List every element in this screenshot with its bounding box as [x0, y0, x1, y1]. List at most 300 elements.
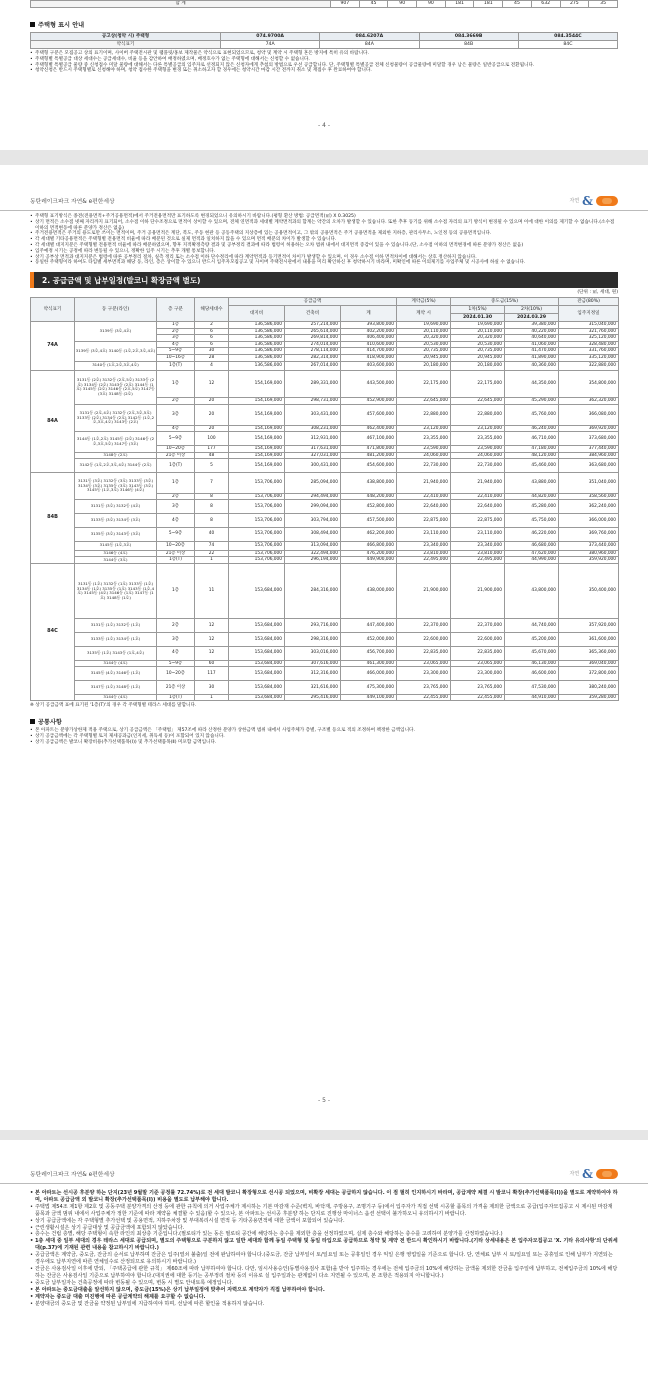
mid2-cell: 48,120,000	[505, 452, 559, 459]
households-cell: 12	[195, 370, 229, 398]
land-cell: 154,169,000	[229, 445, 285, 452]
building-cell: 307,616,000	[285, 660, 341, 667]
households-cell: 20	[195, 404, 229, 425]
mid2-cell: 45,670,000	[505, 646, 559, 660]
households-cell: 48	[195, 452, 229, 459]
land-cell: 136,586,000	[229, 321, 285, 328]
mid1-cell: 22,645,000	[451, 398, 505, 405]
balance-cell: 369,920,000	[559, 425, 619, 432]
table-row	[31, 514, 619, 528]
mid1-cell: 20,180,000	[451, 361, 505, 370]
contract-cell: 20,180,000	[397, 361, 451, 370]
floor-cell: 21층 이상	[157, 550, 195, 557]
dong-cell: 3146동 (4호)	[75, 550, 157, 557]
building-cell: 303,431,000	[285, 404, 341, 425]
total-cell: 45	[503, 1, 532, 8]
balance-cell: 351,040,000	[559, 472, 619, 493]
mid2-cell: 45,460,000	[505, 459, 559, 473]
land-cell: 153,684,000	[229, 564, 285, 619]
balance-cell: 362,320,000	[559, 398, 619, 405]
square-bullet-icon	[30, 719, 35, 724]
contract-cell: 22,600,000	[397, 633, 451, 647]
table-row	[31, 633, 619, 647]
logo-amp: &	[582, 193, 593, 208]
building-cell: 284,316,000	[285, 564, 341, 619]
header-title: 동탄레이크파크 자연& e편한세상	[30, 1172, 115, 1178]
total-cell: 452,000,000	[341, 633, 397, 647]
total-cell: 443,500,000	[341, 370, 397, 398]
households-cell: 20	[195, 425, 229, 432]
floor-cell: 10~16층	[157, 354, 195, 361]
contract-cell: 22,875,000	[397, 514, 451, 528]
households-cell: 1	[195, 694, 229, 701]
dong-cell: 3142동 (1호,2호,3호,4호) 3144동 (2호)	[75, 459, 157, 473]
mid1-cell: 22,730,000	[451, 459, 505, 473]
table-row	[31, 646, 619, 660]
land-cell: 153,684,000	[229, 646, 285, 660]
total-cell: 45	[359, 1, 388, 8]
logo-blob-icon	[596, 1169, 618, 1179]
mid1-cell: 22,640,000	[451, 500, 505, 514]
mid2-cell: 41,060,000	[505, 341, 559, 348]
floor-cell: 1층	[157, 321, 195, 328]
land-cell: 154,169,000	[229, 404, 285, 425]
col-mid2: 2차(10%)	[505, 305, 559, 313]
type-cell: 84B	[419, 41, 518, 49]
land-cell: 136,586,000	[229, 348, 285, 355]
balance-cell: 377,440,000	[559, 445, 619, 452]
logo-amp: &	[582, 1166, 593, 1181]
balance-cell: 325,120,000	[559, 335, 619, 342]
mid1-cell: 23,340,000	[451, 541, 505, 550]
contract-cell: 22,175,000	[397, 370, 451, 398]
col-contract: 계약금(5%)	[397, 297, 451, 305]
dong-cell: 3144동 (4호)	[75, 660, 157, 667]
building-cell: 312,931,000	[285, 432, 341, 446]
total-row-table	[30, 0, 618, 8]
mid1-cell: 20,110,000	[451, 328, 505, 335]
note-item: • 상기 면적은 소수점 넷째 자리까지 표기되어, 소수점 이하 단수조정으로 면적이 상이할 수 있으며, 전체 연면적과 세대별 계약면적과의 합계는 약간의 오차가 발생할 수 있습니다. 또한 추후 등기를 위해 소수점 자리의 표기 방식이 변경될 수 있으며 이에 대한 이의를 제기할 수 없습니다.(소수점 이하의 면적변동에 따른 분양가 정산은 없음)	[30, 220, 618, 232]
building-cell: 298,731,000	[285, 398, 341, 405]
col-balance-at: 입주지정일	[559, 305, 619, 321]
building-cell: 312,316,000	[285, 667, 341, 681]
floor-cell: 3층	[157, 633, 195, 647]
section-banner: 2. 공급금액 및 납부일정(발코니 확장금액 별도)	[30, 272, 618, 288]
brand-logo	[569, 194, 618, 208]
note-item: • 상기 공부상 면적과 대지지분은 법령에 따른 공부정리 절차, 실측 정리 또는 소수점 이하 단수정리에 따라 계약면적과 등기면적이 차이가 발생할 수 있으며, 이 경우 소수점 이하 면적차이에 대해서는 상호 정산하지 않습니다.	[30, 255, 618, 261]
land-cell: 136,586,000	[229, 361, 285, 370]
mid1-cell: 23,065,000	[451, 660, 505, 667]
total-cell: 393,800,000	[341, 321, 397, 328]
balance-cell: 373,680,000	[559, 432, 619, 446]
contract-cell: 22,880,000	[397, 404, 451, 425]
building-cell: 282,314,000	[285, 354, 341, 361]
households-cell: 100	[195, 432, 229, 446]
mid2-cell: 44,740,000	[505, 619, 559, 633]
dong-cell: 3131동 (1호) 3132동 (1호) 3133동 (1호) 3134동 (1호) 3135동 (1호) 3143동 (1호,4호) 3145동 (4호) 3146동 (1호) 3147동 (1호) 3148동 (1호)	[75, 564, 157, 619]
total-cell: 462,400,000	[341, 425, 397, 432]
total-cell: 466,000,000	[341, 667, 397, 681]
table-row	[31, 370, 619, 398]
mid1-cell: 23,765,000	[451, 680, 505, 694]
floor-cell: 3층	[157, 335, 195, 342]
page-6	[0, 1140, 648, 1390]
unit-note: (단위 : ㎡, 세대, 원)	[577, 290, 618, 296]
total-row-label: 합 계	[31, 1, 331, 8]
land-cell: 153,684,000	[229, 667, 285, 681]
building-cell: 298,316,000	[285, 633, 341, 647]
land-cell: 153,684,000	[229, 633, 285, 647]
contract-cell: 23,810,000	[397, 550, 451, 557]
total-cell: 418,900,000	[341, 354, 397, 361]
dong-cell: 3131동 (3호) 3132동 (3호) 3133동 (3호) 3134동 (3호) 3135동 (3호) 3143동 (3호) 3145동 (1호,3호) 3146동 (4호)	[75, 472, 157, 499]
building-cell: 278,114,000	[285, 348, 341, 355]
dong-cell: 3144동 (4호)	[75, 694, 157, 701]
mid2-cell: 44,820,000	[505, 493, 559, 500]
building-cell: 285,094,000	[285, 472, 341, 493]
total-cell: 454,600,000	[341, 459, 397, 473]
note-item: • 동일한 주택형이라 하여도 타입별 세부면적과 해당 동, 라인, 층은 상이할 수 있으니 반드시 입주자모집공고 및 사이버 주택전시관에서 내용을 미리 확인하신 후 청약하시기 바라며, 미확인에 따른 이의제기를 사업주체 및 시공사에 하실 수 없습니다.	[30, 260, 618, 266]
dong-cell: 3145동 (1호,3호)	[75, 541, 157, 550]
note-item: • 주택형 표기방식은 종전(전용면적+주거공용면적)에서 주거전용면적만 표기하도록 변경되었으니 유의하시기 바랍니다.(평형 환산 방법: 공급면적(㎡) X 0.3025)	[30, 214, 618, 220]
households-cell: 12	[195, 619, 229, 633]
mid2-cell: 45,200,000	[505, 633, 559, 647]
table-row	[31, 361, 619, 370]
total-cell: 462,200,000	[341, 527, 397, 541]
brand-logo	[569, 1167, 618, 1181]
households-cell: 177	[195, 445, 229, 452]
land-cell: 154,169,000	[229, 432, 285, 446]
contract-cell: 20,110,000	[397, 328, 451, 335]
contract-cell: 22,835,000	[397, 646, 451, 660]
table-row	[31, 472, 619, 493]
floor-cell: 10~20층	[157, 667, 195, 681]
contract-cell: 23,300,000	[397, 667, 451, 681]
floor-cell: 21층 이상	[157, 452, 195, 459]
mid2-cell: 45,280,000	[505, 500, 559, 514]
table-row	[31, 660, 619, 667]
contract-cell: 21,940,000	[397, 472, 451, 493]
mid2-cell: 45,760,000	[505, 404, 559, 425]
payment-note: • 근린생활시설은 상기 공급대상 및 공급금액에 포함되지 않았습니다.	[30, 1225, 618, 1232]
balance-cell: 359,280,000	[559, 694, 619, 701]
table-row	[31, 694, 619, 701]
total-cell: 438,800,000	[341, 472, 397, 493]
payment-note: • 상기 공급금액에는 각 주택형별 추가선택 및 공용면적, 지하주차장 및 부대복리시설 면적 등 기타공용면적에 대한 금액이 포함되어 있습니다.	[30, 1218, 618, 1225]
land-cell: 153,684,000	[229, 660, 285, 667]
land-cell: 153,684,000	[229, 680, 285, 694]
row-label: 약식표기	[31, 41, 221, 49]
common-section-title: 공통사항	[30, 717, 618, 726]
dong-cell: 3135동 (1호) 3143동 (1호,4호)	[75, 646, 157, 660]
balance-cell: 369,760,000	[559, 527, 619, 541]
mid2-cell: 47,180,000	[505, 445, 559, 452]
balance-cell: 380,240,000	[559, 680, 619, 694]
land-cell: 136,586,000	[229, 341, 285, 348]
header-title: 동탄레이크파크 자연& e편한세상	[30, 199, 115, 205]
total-cell: 403,600,000	[341, 361, 397, 370]
land-cell: 153,684,000	[229, 619, 285, 633]
households-cell: 60	[195, 660, 229, 667]
header-cell: 공고상(청약 시) 주택형	[31, 33, 221, 41]
total-cell: 181	[445, 1, 474, 8]
land-cell: 153,706,000	[229, 472, 285, 493]
dong-cell: 3147동 (1호) 3148동 (1호)	[75, 680, 157, 694]
land-cell: 136,586,000	[229, 328, 285, 335]
dong-cell: 3133동 (3호) 3134동 (3호)	[75, 514, 157, 528]
floor-cell: 1층(T)	[157, 694, 195, 701]
balance-cell: 366,080,000	[559, 404, 619, 425]
type-cell: 84A	[320, 41, 419, 49]
dong-cell: 3131동 (2호) 3132동 (2호,5호) 3133동 (2호) 3134동 (2호) 3143동 (2호) 3144동 (1호) 3145동 (2호) 3146동 (2호,5호) 3147동 (3호) 3148동 (2호)	[75, 370, 157, 404]
contract-cell: 23,765,000	[397, 680, 451, 694]
households-cell: 7	[195, 472, 229, 493]
balance-cell: 373,440,000	[559, 541, 619, 550]
col-contract-at: 계약 시	[397, 305, 451, 321]
table-row	[31, 619, 619, 633]
land-cell: 153,706,000	[229, 493, 285, 500]
table-row	[31, 452, 619, 459]
type-cell: 74A	[221, 41, 320, 49]
balance-cell: 369,040,000	[559, 660, 619, 667]
floor-cell: 5~9층	[157, 348, 195, 355]
payment-note: • 1층 세대 중 일부 세대의 경우 테라스 세대로 공급되며, 별도의 주택형으로 구분하지 않고 일반 세대와 함께 동일 주택형 및 동일 타입으로 공급하므로 청약 및 계약 전 반드시 확인하시기 바랍니다.(기타 상세내용은 본 입주자모집공고 'X. 기타 유의사항'의 단위세대(p.37)에 기재된 관련 내용을 참고하시기 바랍니다.)	[30, 1238, 618, 1252]
table-row	[31, 404, 619, 425]
land-cell: 154,169,000	[229, 398, 285, 405]
mid1-cell: 24,060,000	[451, 452, 505, 459]
col-type: 약식표기	[31, 297, 75, 321]
mid1-cell: 23,300,000	[451, 667, 505, 681]
households-cell: 4	[195, 361, 229, 370]
dong-cell: 3135동 (3호) 3143동 (3호)	[75, 527, 157, 541]
contract-cell: 20,530,000	[397, 341, 451, 348]
total-cell: 456,700,000	[341, 646, 397, 660]
land-cell: 136,586,000	[229, 335, 285, 342]
households-cell: 117	[195, 667, 229, 681]
note-item: • 주택형별 특별공급 물량 중 신청접수 미달 물량에 대해서는 다른 특별공급의 입주자로 선정되지 않은 신청자에게 추첨의 방법으로 우선 공급합니다. 단, 주택형별 특별공급 전체 신청물량이 공급물량에 미달할 경우 남은 물량은 일반공급으로 전환됩니다.	[30, 63, 618, 69]
building-cell: 257,214,000	[285, 321, 341, 328]
land-cell: 153,706,000	[229, 557, 285, 564]
footnote: ※ 상기 공급금액 표에 표기된 '1층(T)'의 경우 각 주택형별 테라스 세대를 말합니다.	[30, 703, 197, 709]
payment-note: • 공급금액은 계약금, 중도금, 잔금의 순서로 납부하며 잔금은 입주(열쇠 불출)일 전에 완납하여야 합니다.(중도금, 잔금 납부일이 토/일요일 또는 공휴일인 경우 익일 은행 영업일을 기준으로 합니다. 단, 연체료 납부 시 토/일요일 또는 공휴일로 인해 납부가 지연되는 경우에도 납부지연에 따른 연체일수로 산정되므로 유의하시기 바랍니다.)	[30, 1252, 618, 1266]
dong-cell: 3131동 (1호) 3132동 (1호)	[75, 619, 157, 633]
col-building: 건축비	[285, 305, 341, 321]
floor-cell: 1층	[157, 564, 195, 619]
mid1-cell: 22,835,000	[451, 646, 505, 660]
contract-cell: 22,495,000	[397, 557, 451, 564]
payment-note: • 본 아파트는 선시공 후분양 하는 단지(23년 9월말 기준 공정률 72.74%)로 전 세대 발코니 확장형으로 선시공 되었으며, 비확장 세대는 공급하지 않습니다. 이 점 필히 인지하시기 바라며, 공급계약 체결 시 발코니 확장(추가선택품목(Ⅰ))을 별도로 계약하여야 하며, 아파트 공급금액 외 발코니 확장(추가선택품목(Ⅰ)) 비용을 별도로 납부해야 합니다.	[30, 1190, 618, 1204]
land-cell: 153,684,000	[229, 694, 285, 701]
mid1-cell: 22,410,000	[451, 493, 505, 500]
mid1-cell: 23,120,000	[451, 425, 505, 432]
page-number: - 4 -	[318, 122, 330, 129]
table-row	[31, 541, 619, 550]
mid2-cell: 40,640,000	[505, 335, 559, 342]
mid1-cell: 23,355,000	[451, 432, 505, 446]
col-supply-price: 공급금액	[229, 297, 397, 305]
contract-cell: 23,590,000	[397, 445, 451, 452]
price-table	[30, 297, 619, 701]
total-cell: 471,800,000	[341, 445, 397, 452]
floor-cell: 2층	[157, 493, 195, 500]
total-cell: 449,900,000	[341, 557, 397, 564]
building-cell: 303,016,000	[285, 646, 341, 660]
total-cell: 461,300,000	[341, 660, 397, 667]
floor-cell: 10~20층	[157, 541, 195, 550]
logo-text: 자연	[569, 198, 580, 204]
mid2-cell: 46,680,000	[505, 541, 559, 550]
total-cell: 402,200,000	[341, 328, 397, 335]
floor-cell: 1층(T)	[157, 361, 195, 370]
floor-cell: 5~9층	[157, 432, 195, 446]
note-item: • 본 아파트는 분양가상한제 적용 주택으로, 상기 공급금액은 「주택법」 제57조에 따라 산정한 분양가 상한금액 범위 내에서 사업주체가 층별, 구조별 등으로 적의 조정하여 책정한 금액입니다.	[30, 728, 618, 734]
balance-cell: 365,360,000	[559, 646, 619, 660]
households-cell: 20	[195, 398, 229, 405]
building-cell: 322,494,000	[285, 550, 341, 557]
total-cell: 449,100,000	[341, 694, 397, 701]
land-cell: 154,169,000	[229, 425, 285, 432]
mid1-cell: 22,455,000	[451, 694, 505, 701]
floor-cell: 2층	[157, 619, 195, 633]
households-cell: 2	[195, 321, 229, 328]
mid2-cell: 46,220,000	[505, 527, 559, 541]
col-land: 대지비	[229, 305, 285, 321]
floor-cell: 2층	[157, 328, 195, 335]
area-notes-list	[0, 214, 648, 266]
mid1-cell: 20,530,000	[451, 341, 505, 348]
contract-cell: 23,110,000	[397, 527, 451, 541]
mid2-cell: 46,130,000	[505, 660, 559, 667]
building-cell: 327,031,000	[285, 452, 341, 459]
total-cell: 410,600,000	[341, 341, 397, 348]
type-cell: 84C	[518, 41, 617, 49]
balance-cell: 321,760,000	[559, 328, 619, 335]
mid2-cell: 43,880,000	[505, 472, 559, 493]
col-floor: 층 구분	[157, 297, 195, 321]
type-cell: 84C	[31, 564, 75, 701]
note-item: • 주택형별 특별공급 대상 세대수는 공급세대수, 비율 등을 감안하여 배정하였으며, 배정호수가 없는 주택형에 대해서는 신청할 수 없습니다.	[30, 57, 618, 63]
total-cell: 452,800,000	[341, 500, 397, 514]
contract-cell: 22,455,000	[397, 694, 451, 701]
col-mid1: 1차(5%)	[451, 305, 505, 313]
total-cell: 438,000,000	[341, 564, 397, 619]
floor-cell: 3층	[157, 404, 195, 425]
contract-cell: 20,320,000	[397, 335, 451, 342]
dong-cell: 3144동 (3호)	[75, 557, 157, 564]
households-cell: 11	[195, 564, 229, 619]
building-cell: 308,494,000	[285, 527, 341, 541]
contract-cell: 19,690,000	[397, 321, 451, 328]
price-table-body	[31, 321, 619, 700]
col-total: 계	[341, 305, 397, 321]
col-mid: 중도금(15%)	[451, 297, 559, 305]
mid1-cell: 20,320,000	[451, 335, 505, 342]
total-cell: 447,400,000	[341, 619, 397, 633]
households-cell: 8	[195, 493, 229, 500]
balance-cell: 328,480,000	[559, 341, 619, 348]
mid1-cell: 20,735,000	[451, 348, 505, 355]
land-cell: 154,169,000	[229, 452, 285, 459]
balance-cell: 335,120,000	[559, 354, 619, 361]
mid2-cell: 45,290,000	[505, 398, 559, 405]
payment-note: • 주택법 제54조 제1항 제2호 및 공동주택 분양가격의 산정 등에 관한 규칙에 의거 사업주체가 제시하는 기본 마감재 수준(벽지, 바닥재, 주방용구, 조명기구 등)에서 입주자가 직접 선택 시공할 품목의 가격을 제외한 금액으로 공급(입주자모집공고 시 제시된 마감재 품목과 금액 범위 내에서 사업주체가 정한 기준에 따라 계약을 체결할 수 있음)할 수 있으나, 본 아파트는 선시공 후분양 하는 단지로 진행상 마이너스 옵션 선택이 불가하오니 유의하시기 바랍니다.	[30, 1204, 618, 1218]
balance-cell: 362,240,000	[559, 500, 619, 514]
mid2-cell: 40,360,000	[505, 361, 559, 370]
households-cell: 8	[195, 514, 229, 528]
note-item: • 상기 공급금액에는 각 주택형별 토지 제세공과금(인지세, 취득세 등)이 포함되어 있지 않습니다.	[30, 734, 618, 740]
households-cell: 40	[195, 527, 229, 541]
contract-cell: 22,645,000	[397, 398, 451, 405]
balance-cell: 363,680,000	[559, 459, 619, 473]
balance-cell: 331,760,000	[559, 348, 619, 355]
contract-cell: 21,900,000	[397, 564, 451, 619]
notes-list	[0, 51, 648, 74]
land-cell: 153,706,000	[229, 527, 285, 541]
land-cell: 136,586,000	[229, 354, 285, 361]
mid2-cell: 46,710,000	[505, 432, 559, 446]
building-cell: 294,494,000	[285, 493, 341, 500]
balance-cell: 358,560,000	[559, 493, 619, 500]
mid1-cell: 20,945,000	[451, 354, 505, 361]
col-balance: 잔금(80%)	[559, 297, 619, 305]
dong-cell: 3145동 (4호) 3146동 (1호)	[75, 667, 157, 681]
building-cell: 265,614,000	[285, 328, 341, 335]
note-item: • 주거전용면적은 주거의 용도로만 쓰이는 면적이며, 주거 공용면적은 계단, 복도, 주동 현관 등 공동주택의 지상층에 있는 공용면적이고, 그 밖의 공용면적은 주거 공용면적을 제외한 지하층, 관리사무소, 노인정 등의 공용면적입니다.	[30, 231, 618, 237]
total-cell: 181	[474, 1, 503, 8]
contract-cell: 22,730,000	[397, 459, 451, 473]
floor-cell: 4층	[157, 514, 195, 528]
floor-cell: 1층(T)	[157, 557, 195, 564]
mid1-cell: 22,370,000	[451, 619, 505, 633]
total-cell: 448,200,000	[341, 493, 397, 500]
note-item: • 각 세대별 기타공용면적은 주택형별 전용면적 비율에 따라 배분된 것으로 실제 면적과 일치하지 않을 수 있으며 면적 배분의 차이가 발생할 수 있습니다.	[30, 237, 618, 243]
col-dong: 동 구분(라인)	[75, 297, 157, 321]
building-cell: 317,631,000	[285, 445, 341, 452]
households-cell: 74	[195, 541, 229, 550]
floor-cell: 1층	[157, 370, 195, 398]
note-item: • 청약신청은 반드시 주택형별로 신청해야 하며, 청약 접수한 주택형을 변경 또는 취소하고자 할 경우에는 청약시간 마감 시간 전까지 취소 및 재접수 후 완료하여야 합니다.	[30, 68, 618, 74]
mid2-cell: 41,890,000	[505, 354, 559, 361]
households-cell: 28	[195, 354, 229, 361]
total-cell: 452,900,000	[341, 398, 397, 405]
households-cell: 22	[195, 550, 229, 557]
mid1-cell: 22,175,000	[451, 370, 505, 398]
table-row	[31, 321, 619, 328]
building-cell: 274,014,000	[285, 341, 341, 348]
dong-cell: 3131동 (2호,4호) 3132동 (2호,3호,5호) 3133동 (2호) 3134동 (2호) 3142동 (1호,2호,3호,4호) 3143동 (2호)	[75, 404, 157, 431]
mid2-cell: 39,380,000	[505, 321, 559, 328]
dong-cell: 3131동 (3호) 3132동 (4호)	[75, 500, 157, 514]
banner-accent	[30, 272, 34, 288]
mid1-cell: 22,875,000	[451, 514, 505, 528]
balance-cell: 359,920,000	[559, 557, 619, 564]
households-cell: 30	[195, 348, 229, 355]
page-header	[0, 191, 648, 211]
payment-note: • 층수는 건립 층별, 해당 주택형이 속한 라인의 최상층 기준입니다.(필로티가 있는 동은 필로티 공간에 해당하는 층수를 제외한 층을 선정하였으며, 실제 층수와 해당하는 층수를 고려하여 분양가를 산정하였습니다.)	[30, 1231, 618, 1238]
contract-cell: 22,370,000	[397, 619, 451, 633]
mid2-cell: 43,800,000	[505, 564, 559, 619]
total-cell: 275	[560, 1, 589, 8]
building-cell: 303,794,000	[285, 514, 341, 528]
households-cell: 5	[195, 459, 229, 473]
col-mid2-date: 2024.03.29	[505, 313, 559, 321]
mid2-cell: 40,220,000	[505, 328, 559, 335]
type-cell: 74A	[31, 321, 75, 370]
balance-cell: 315,040,000	[559, 321, 619, 328]
households-cell: 12	[195, 646, 229, 660]
mid2-cell: 47,620,000	[505, 550, 559, 557]
total-cell: 457,500,000	[341, 514, 397, 528]
